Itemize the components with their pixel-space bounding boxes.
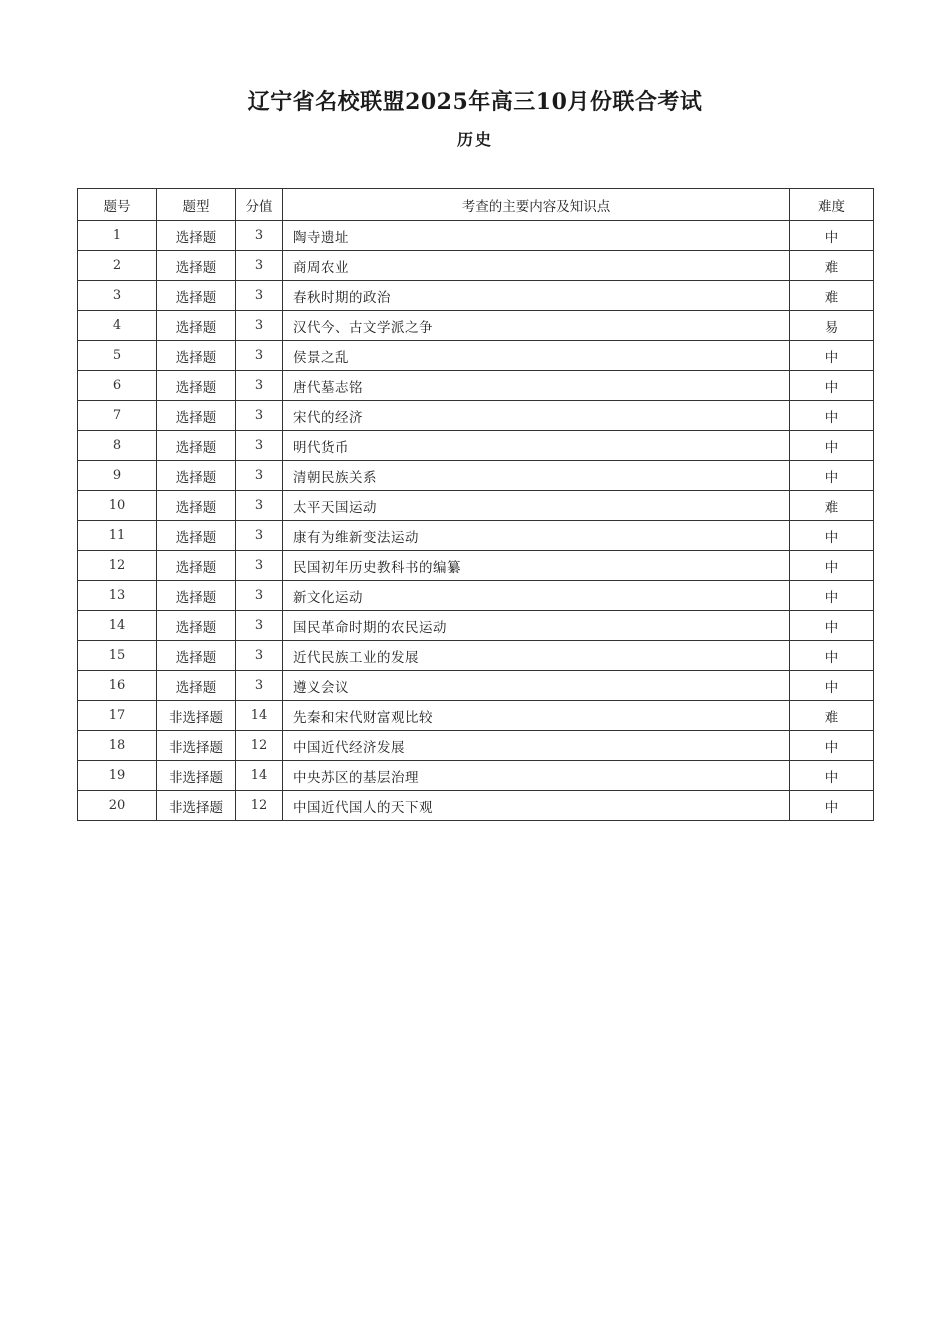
table-row [78,311,874,341]
cell-content: 国民革命时期的农民运动 [283,611,790,641]
table-header-row [78,189,874,221]
cell-number: 17 [78,701,157,731]
cell-difficulty: 中 [790,671,874,701]
cell-type: 选择题 [157,311,236,341]
cell-number: 12 [78,551,157,581]
cell-score: 3 [236,611,283,641]
table-row [78,431,874,461]
table-row [78,461,874,491]
cell-difficulty: 中 [790,371,874,401]
cell-difficulty: 中 [790,761,874,791]
cell-number: 15 [78,641,157,671]
cell-number: 3 [78,281,157,311]
cell-score: 14 [236,761,283,791]
table-row [78,581,874,611]
cell-content: 中国近代国人的天下观 [283,791,790,821]
cell-score: 3 [236,311,283,341]
cell-content: 民国初年历史教科书的编纂 [283,551,790,581]
cell-content: 陶寺遗址 [283,221,790,251]
header-type: 题型 [157,189,236,221]
table-row [78,701,874,731]
cell-score: 3 [236,221,283,251]
cell-content: 春秋时期的政治 [283,281,790,311]
cell-score: 3 [236,431,283,461]
cell-score: 3 [236,371,283,401]
cell-type: 选择题 [157,521,236,551]
table-row [78,551,874,581]
cell-number: 18 [78,731,157,761]
cell-type: 非选择题 [157,791,236,821]
table-body [78,221,874,821]
table-row [78,641,874,671]
cell-number: 8 [78,431,157,461]
cell-difficulty: 中 [790,641,874,671]
cell-type: 非选择题 [157,731,236,761]
cell-score: 3 [236,281,283,311]
cell-number: 2 [78,251,157,281]
cell-number: 13 [78,581,157,611]
table-row [78,791,874,821]
cell-difficulty: 中 [790,401,874,431]
cell-difficulty: 中 [790,221,874,251]
cell-difficulty: 中 [790,431,874,461]
cell-number: 5 [78,341,157,371]
cell-difficulty: 中 [790,551,874,581]
cell-type: 选择题 [157,641,236,671]
cell-score: 3 [236,671,283,701]
header-difficulty: 难度 [790,189,874,221]
cell-type: 选择题 [157,611,236,641]
cell-content: 遵义会议 [283,671,790,701]
cell-type: 选择题 [157,251,236,281]
table-row [78,251,874,281]
header-number: 题号 [78,189,157,221]
cell-score: 3 [236,401,283,431]
table-row [78,221,874,251]
cell-content: 新文化运动 [283,581,790,611]
table-row [78,611,874,641]
cell-type: 选择题 [157,431,236,461]
cell-number: 1 [78,221,157,251]
table-row [78,341,874,371]
page-subtitle: 历史 [456,130,493,149]
cell-difficulty: 中 [790,731,874,761]
cell-content: 先秦和宋代财富观比较 [283,701,790,731]
cell-type: 选择题 [157,671,236,701]
table-row [78,491,874,521]
cell-content: 中央苏区的基层治理 [283,761,790,791]
cell-number: 20 [78,791,157,821]
cell-difficulty: 中 [790,611,874,641]
cell-score: 3 [236,581,283,611]
cell-content: 商周农业 [283,251,790,281]
cell-type: 选择题 [157,551,236,581]
cell-difficulty: 难 [790,251,874,281]
cell-number: 7 [78,401,157,431]
cell-score: 3 [236,521,283,551]
cell-type: 选择题 [157,491,236,521]
cell-type: 选择题 [157,461,236,491]
table-row [78,521,874,551]
cell-content: 唐代墓志铭 [283,371,790,401]
cell-score: 3 [236,551,283,581]
cell-difficulty: 中 [790,341,874,371]
cell-content: 太平天国运动 [283,491,790,521]
cell-number: 10 [78,491,157,521]
table-row [78,671,874,701]
cell-content: 宋代的经济 [283,401,790,431]
cell-number: 4 [78,311,157,341]
cell-difficulty: 中 [790,461,874,491]
cell-type: 选择题 [157,281,236,311]
cell-difficulty: 中 [790,521,874,551]
cell-score: 14 [236,701,283,731]
cell-number: 11 [78,521,157,551]
table-row [78,731,874,761]
cell-content: 侯景之乱 [283,341,790,371]
cell-content: 近代民族工业的发展 [283,641,790,671]
cell-difficulty: 中 [790,581,874,611]
cell-difficulty: 难 [790,701,874,731]
cell-type: 选择题 [157,371,236,401]
header-score: 分值 [236,189,283,221]
cell-difficulty: 难 [790,281,874,311]
cell-number: 9 [78,461,157,491]
cell-score: 3 [236,341,283,371]
cell-content: 明代货币 [283,431,790,461]
table-row [78,281,874,311]
cell-content: 清朝民族关系 [283,461,790,491]
cell-difficulty: 难 [790,491,874,521]
table-row [78,371,874,401]
cell-number: 16 [78,671,157,701]
cell-number: 6 [78,371,157,401]
header-content: 考查的主要内容及知识点 [283,189,790,221]
exam-specification-table [77,188,874,821]
cell-score: 3 [236,491,283,521]
cell-score: 3 [236,461,283,491]
cell-type: 非选择题 [157,701,236,731]
cell-score: 12 [236,731,283,761]
cell-type: 非选择题 [157,761,236,791]
cell-type: 选择题 [157,341,236,371]
cell-type: 选择题 [157,401,236,431]
cell-content: 康有为维新变法运动 [283,521,790,551]
table-row [78,761,874,791]
cell-score: 3 [236,251,283,281]
cell-content: 汉代今、古文学派之争 [283,311,790,341]
table-row [78,401,874,431]
cell-content: 中国近代经济发展 [283,731,790,761]
cell-type: 选择题 [157,581,236,611]
cell-score: 12 [236,791,283,821]
cell-score: 3 [236,641,283,671]
cell-difficulty: 易 [790,311,874,341]
cell-type: 选择题 [157,221,236,251]
cell-number: 19 [78,761,157,791]
cell-number: 14 [78,611,157,641]
table-header [78,189,874,221]
page-title: 辽宁省名校联盟2025年高三10月份联合考试 [247,89,703,115]
cell-difficulty: 中 [790,791,874,821]
